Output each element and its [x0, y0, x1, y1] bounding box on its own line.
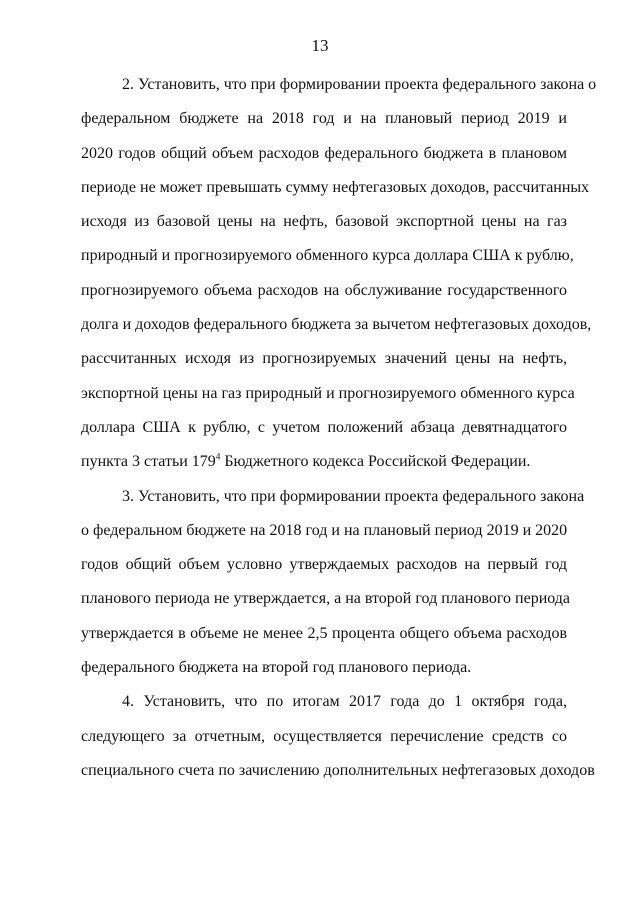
paragraph-4-line-3: специального счета по зачислению дополнительных нефтегазовых доходов [81, 761, 595, 779]
paragraph-4-line-1: 4. Установить, что по итогам 2017 года до 1 октября года, [122, 693, 567, 711]
paragraph-2-line-7: прогнозируемого объема расходов на обслуживание государственного [81, 281, 567, 299]
paragraph-3-line-3: годов общий объем условно утверждаемых расходов на первый год [81, 556, 567, 574]
document-body [81, 68, 597, 788]
paragraph-4-line-2: следующего за отчетным, осуществляется перечисление средств со [81, 727, 567, 745]
paragraph-2-line-2: федеральном бюджете на 2018 год и на плановый период 2019 и [81, 110, 567, 128]
paragraph-3-line-5: утверждается в объеме не менее 2,5 процента общего объема расходов [81, 624, 567, 642]
paragraph-2-line-12 [81, 445, 567, 479]
page-number: 13 [311, 36, 329, 55]
paragraph-2-line-3: 2020 годов общий объем расходов федерального бюджета в плановом [81, 144, 567, 162]
article-reference: пункта 3 статьи 179 [81, 453, 216, 471]
paragraph-2-line-1: 2. Установить, что при формировании проекта федерального закона о [122, 76, 597, 93]
paragraph-3-line-1: 3. Установить, что при формировании проекта федерального закона [122, 487, 585, 505]
paragraph-2-line-11: доллара США к рублю, с учетом положений абзаца девятнадцатого [81, 418, 567, 436]
paragraph-2-line-8: долга и доходов федерального бюджета за вычетом нефтегазовых доходов, [81, 316, 592, 334]
paragraph-2-line-9: рассчитанных исходя из прогнозируемых значений цены на нефть, [81, 350, 567, 368]
paragraph-3-line-2: о федеральном бюджете на 2018 год и на плановый период 2019 и 2020 [81, 521, 568, 539]
paragraph-2-line-5: исходя из базовой цены на нефть, базовой экспортной цены на газ [81, 213, 567, 231]
paragraph-3-line-4: планового периода не утверждается, а на второй год планового периода [81, 590, 571, 608]
article-superscript: 4 [215, 451, 221, 462]
code-reference: Бюджетного кодекса Российской Федерации. [220, 453, 531, 471]
paragraph-2-line-6: природный и прогнозируемого обменного курса доллара США к рублю, [81, 247, 574, 265]
paragraph-2-line-4: периоде не может превышать сумму нефтегазовых доходов, рассчитанных [81, 178, 590, 196]
paragraph-3-line-6: федерального бюджета на второй год планового периода. [81, 659, 472, 677]
paragraph-2-line-10: экспортной цены на газ природный и прогнозируемого обменного курса [81, 384, 575, 402]
